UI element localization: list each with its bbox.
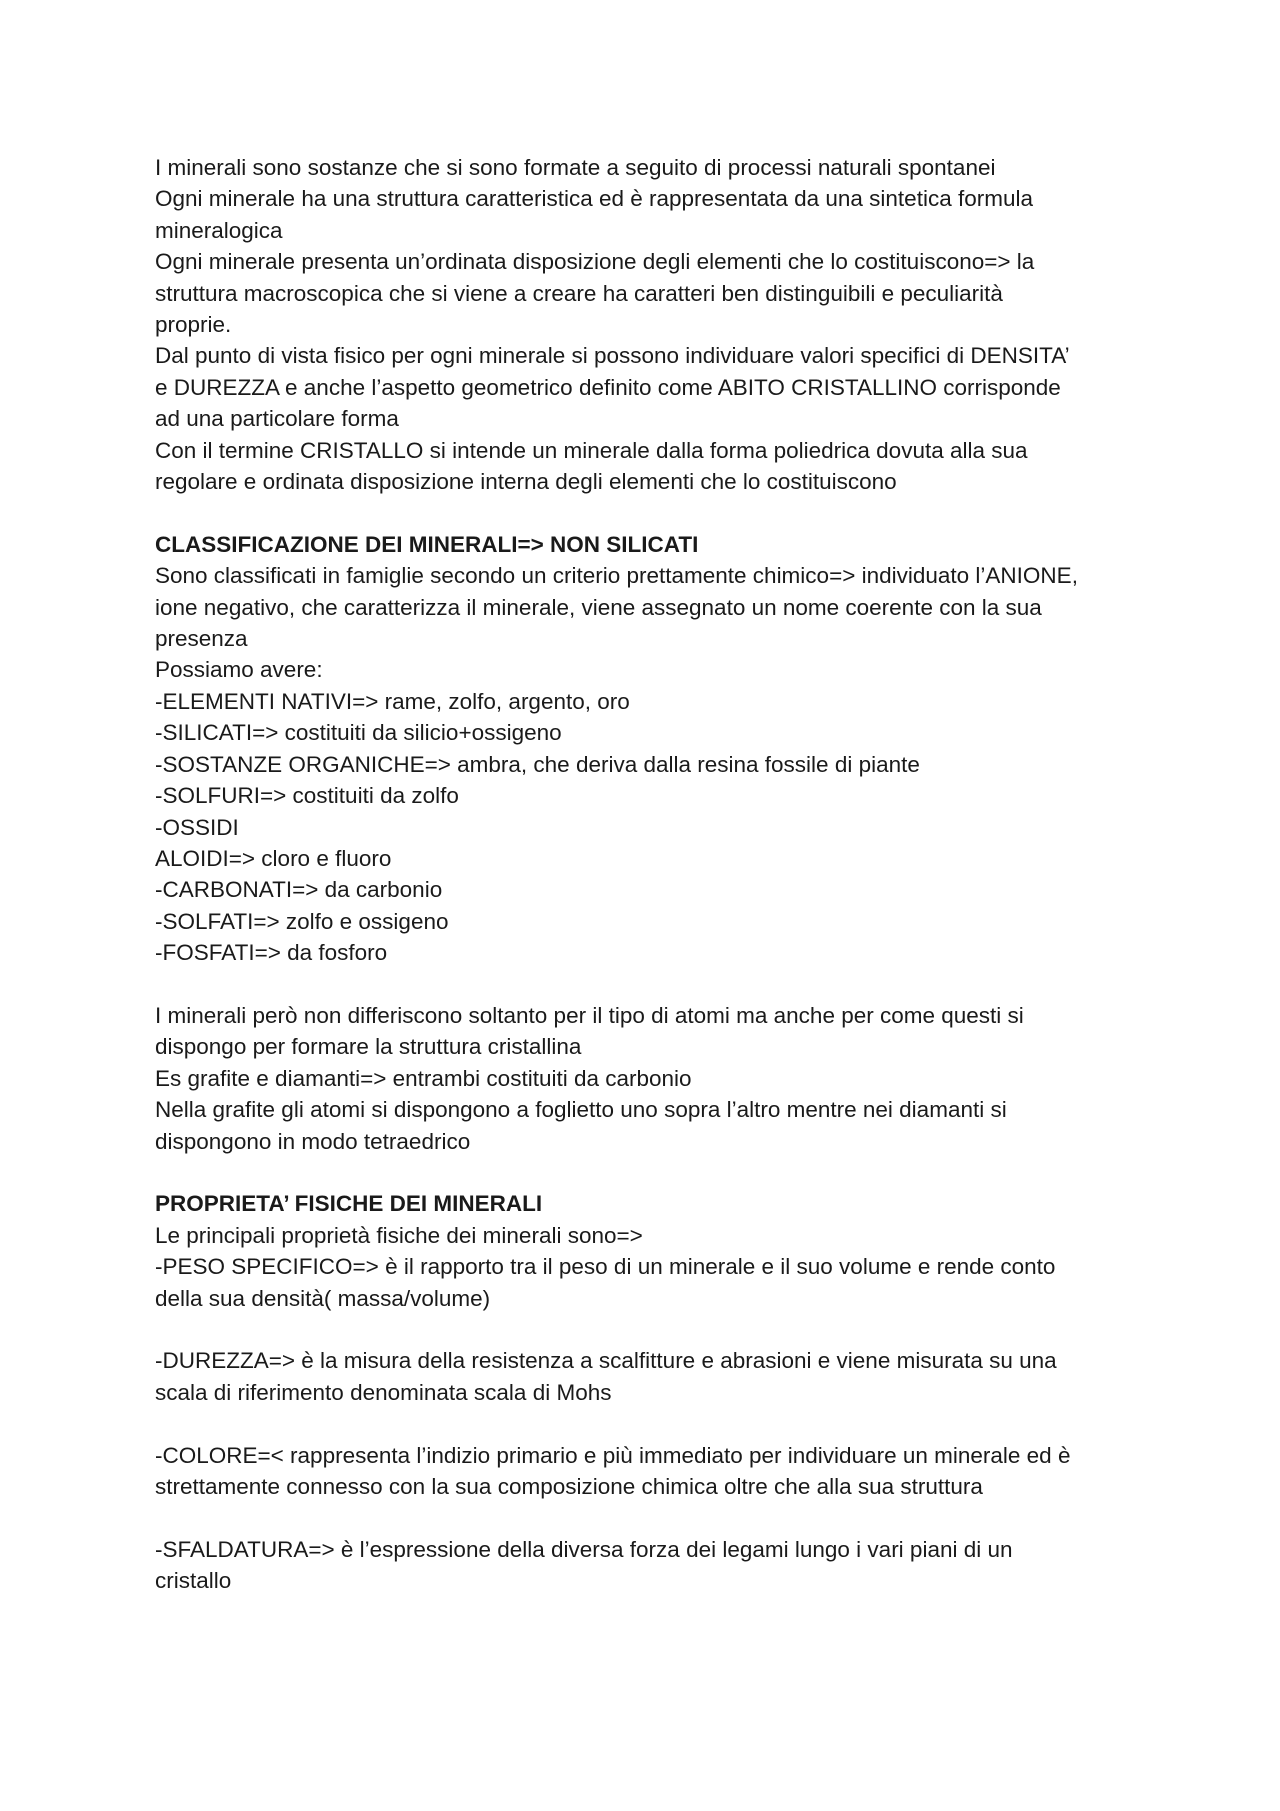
text-line: presenza [155,626,248,652]
document-page [155,152,1155,1597]
list-item: -FOSFATI=> da fosforo [155,940,388,966]
list-item: -SILICATI=> costituiti da silicio+ossigeno [155,720,562,746]
text-line: Nella grafite gli atomi si dispongono a foglietto uno sopra l’altro mentre nei diamanti si [155,1097,1007,1123]
text-line: Ogni minerale presenta un’ordinata disposizione degli elementi che lo costituiscono=> la [155,249,1035,275]
list-item: -SOLFATI=> zolfo e ossigeno [155,908,449,934]
text-line: struttura macroscopica che si viene a creare ha caratteri ben distinguibili e peculiarità [155,280,1003,306]
classification-section [155,529,1155,1157]
list-item: -OSSIDI [155,814,239,840]
property-peso-line: -PESO SPECIFICO=> è il rapporto tra il peso di un minerale e il suo volume e rende conto [155,1254,1056,1280]
text-line: Le principali proprietà fisiche dei minerali sono=> [155,1222,643,1248]
property-sfaldatura-line: cristallo [155,1568,232,1594]
properties-heading: PROPRIETA’ FISICHE DEI MINERALI [155,1191,543,1217]
list-item: -SOLFURI=> costituiti da zolfo [155,783,459,809]
property-peso-line: della sua densità( massa/volume) [155,1285,491,1311]
blank-line [155,969,1155,1000]
list-item: ALOIDI=> cloro e fluoro [155,845,392,871]
text-line: proprie. [155,312,232,338]
text-line: Possiamo avere: [155,657,323,683]
text-line: mineralogica [155,217,283,243]
text-line: dispongono in modo tetraedrico [155,1128,471,1154]
intro-paragraph [155,152,1155,497]
text-line: Ogni minerale ha una struttura caratteristica ed è rappresentata da una sintetica formula [155,186,1033,212]
property-sfaldatura-line: -SFALDATURA=> è l’espressione della diversa forza dei legami lungo i vari piani di un [155,1536,1013,1562]
text-line: Sono classificati in famiglie secondo un criterio prettamente chimico=> individuato l’ANIONE, [155,563,1078,589]
blank-line [155,1502,1155,1533]
text-line: I minerali sono sostanze che si sono formate a seguito di processi naturali spontanei [155,155,996,180]
blank-line [155,1408,1155,1439]
text-line: I minerali però non differiscono soltanto per il tipo di atomi ma anche per come questi si [155,1002,1024,1028]
classification-heading: CLASSIFICAZIONE DEI MINERALI=> NON SILICATI [155,531,699,557]
text-line: dispongo per formare la struttura cristallina [155,1034,582,1060]
text-line: regolare e ordinata disposizione interna degli elementi che lo costituiscono [155,469,897,495]
blank-line [155,497,1155,528]
list-item: -SOSTANZE ORGANICHE=> ambra, che deriva dalla resina fossile di piante [155,751,920,777]
text-line: ad una particolare forma [155,406,399,432]
text-line: e DUREZZA e anche l’aspetto geometrico definito come ABITO CRISTALLINO corrisponde [155,374,1061,400]
blank-line [155,1157,1155,1188]
property-colore-line: strettamente connesso con la sua composizione chimica oltre che alla sua struttura [155,1473,983,1499]
text-line: Dal punto di vista fisico per ogni minerale si possono individuare valori specifici di DENSITA’ [155,343,1070,369]
properties-section [155,1188,1155,1596]
property-colore-line: -COLORE=< rappresenta l’indizio primario e più immediato per individuare un minerale ed è [155,1442,1071,1468]
blank-line [155,1314,1155,1345]
text-line: Con il termine CRISTALLO si intende un minerale dalla forma poliedrica dovuta alla sua [155,437,1028,463]
property-durezza-line: -DUREZZA=> è la misura della resistenza a scalfitture e abrasioni e viene misurata su una [155,1348,1057,1374]
list-item: -CARBONATI=> da carbonio [155,877,443,903]
list-item: -ELEMENTI NATIVI=> rame, zolfo, argento, oro [155,688,630,714]
text-line: ione negativo, che caratterizza il minerale, viene assegnato un nome coerente con la sua [155,594,1042,620]
property-durezza-line: scala di riferimento denominata scala di Mohs [155,1379,612,1405]
text-line: Es grafite e diamanti=> entrambi costituiti da carbonio [155,1065,692,1091]
